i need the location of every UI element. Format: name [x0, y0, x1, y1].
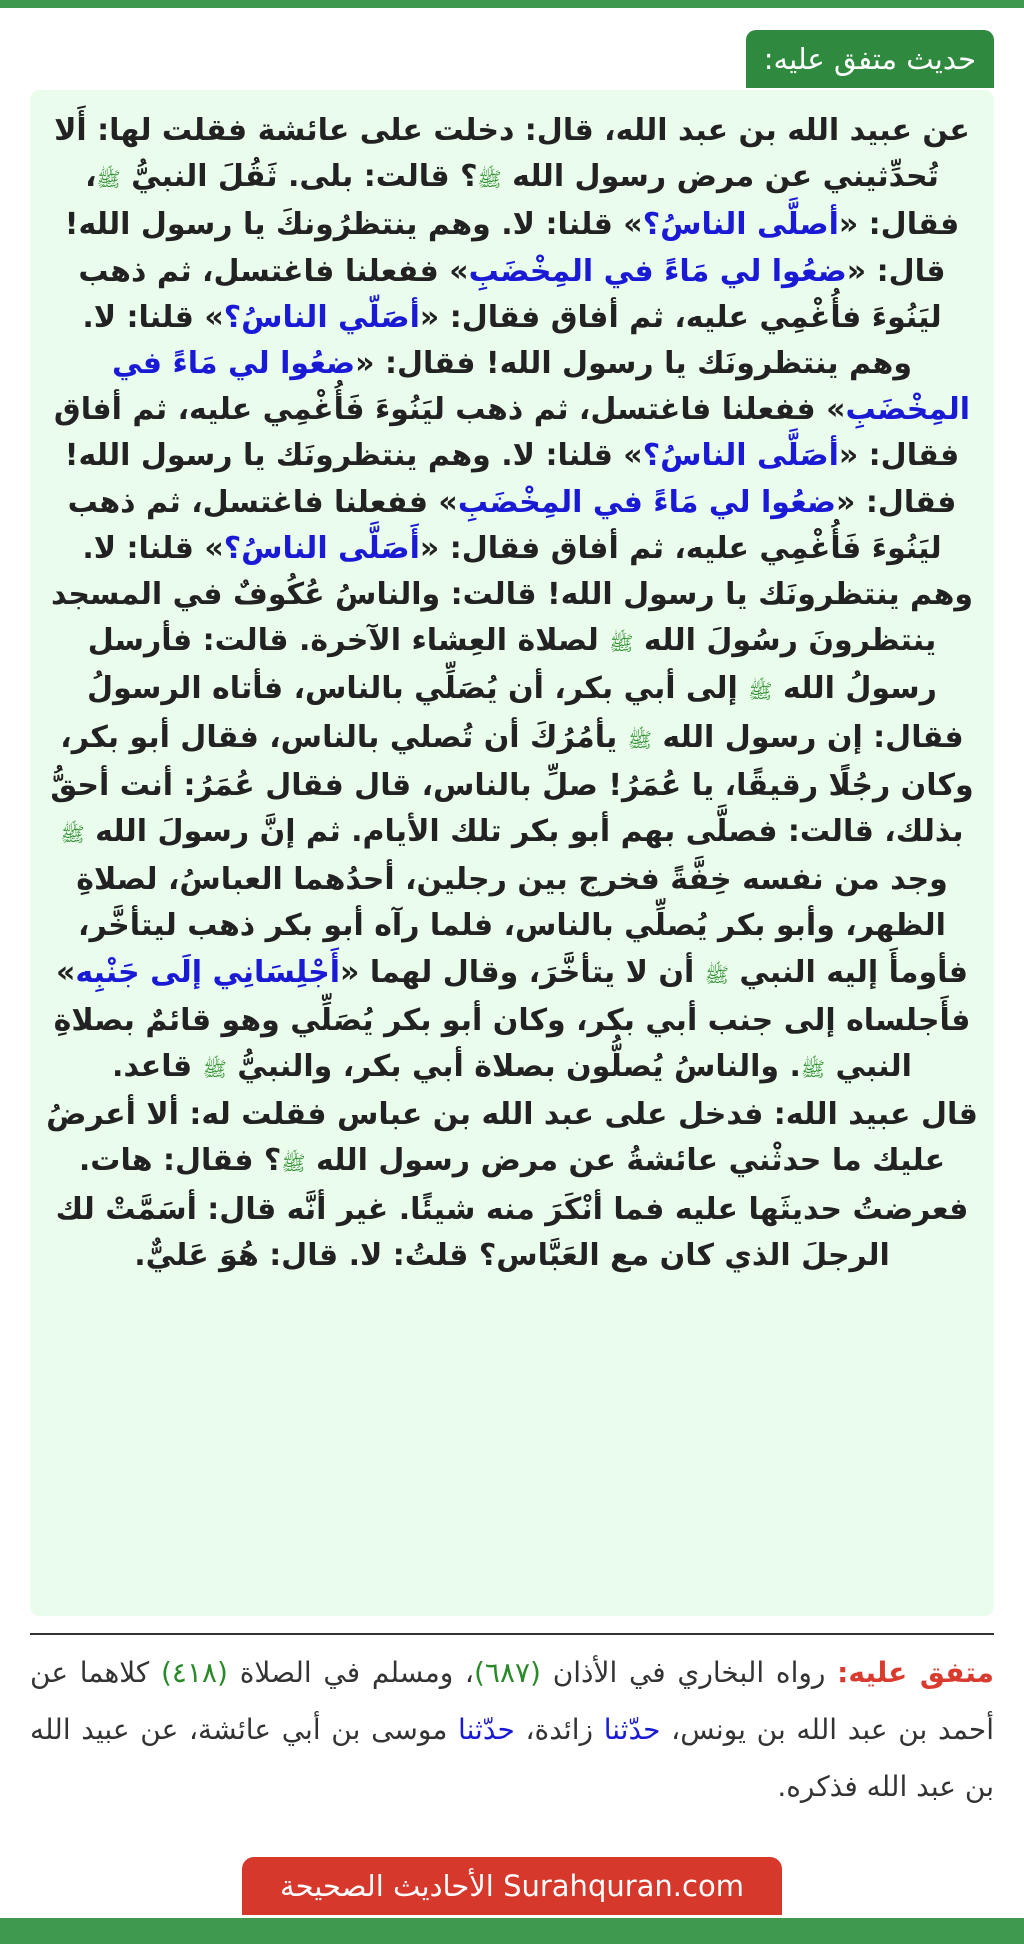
quote-text: أصَلّي الناسُ؟ [223, 299, 420, 335]
grading-label: متفق عليه: [837, 1656, 995, 1689]
quote-text: ضعُوا لي مَاءً في المِخْضَبِ [457, 484, 836, 520]
salawat-mark: ﷺ [609, 631, 634, 656]
quote-text: ضعُوا لي مَاءً في المِخْضَبِ [112, 346, 971, 428]
hadith-paragraph-2: قال عبيد الله: فدخل على عبد الله بن عباس فقلت له: ألا أعرضُ عليك ما حدثْني عائشةُ عن مرض رسول الله ﷺ؟ فقال: هات. فعرضتُ حديثَها عليه فما أنْكَرَ منه شيئًا. غير أنَّه قال: أسَمَّتْ لك الرجلَ الذي كان مع العَبَّاس؟ قلتُ: لا. قال: هُوَ عَليٌّ. [46, 1097, 978, 1273]
hadith-number: (٤١٨) [160, 1656, 228, 1689]
narration-term[interactable]: حدّثنا [603, 1713, 661, 1746]
salawat-mark: ﷺ [202, 1057, 227, 1082]
salawat-mark: ﷺ [800, 1057, 826, 1082]
top-bar [0, 0, 1024, 8]
quote-text: ضعُوا لي مَاءً في المِخْضَبِ [468, 253, 847, 289]
hadith-heading: حديث متفق عليه: [746, 30, 994, 88]
salawat-mark: ﷺ [704, 962, 729, 987]
salawat-mark: ﷺ [281, 1151, 306, 1176]
hadith-text-box [30, 90, 994, 1616]
divider [30, 1633, 994, 1635]
salawat-mark: ﷺ [477, 167, 502, 192]
site-badge[interactable]: Surahquran.com الأحاديث الصحيحة [242, 1857, 782, 1915]
bottom-bar [0, 1918, 1024, 1944]
salawat-mark: ﷺ [748, 679, 773, 704]
salawat-mark: ﷺ [96, 167, 121, 192]
quote-text: أصلَّى الناسُ؟ [642, 207, 839, 243]
salawat-mark: ﷺ [60, 822, 85, 847]
salawat-mark: ﷺ [627, 727, 652, 752]
takhrij-text: متفق عليه: رواه البخاري في الأذان (٦٨٧)، ومسلم في الصلاة (٤١٨) كلاهما عن أحمد بن عبد الله بن يونس، حدّثنا زائدة، حدّثنا موسى بن أبي عائشة، عن عبيد الله بن عبد الله فذكره. [30, 1656, 995, 1803]
narration-term[interactable]: حدّثنا [458, 1713, 515, 1746]
quote-text: أَجْلِسَانِي إلَى جَنْبِه [75, 954, 340, 990]
hadith-paragraph-1: عن عبيد الله بن عبد الله، قال: دخلت على عائشة فقلت لها: أَلا تُحدِّثيني عن مرض رسول الله ﷺ؟ قالت: بلى. ثَقُلَ النبيُّ ﷺ، فقال: «أصلَّى الناسُ؟» قلنا: لا. وهم ينتظرُونكَ يا رسول الله! قال: «ضعُوا لي مَاءً في المِخْضَبِ» ففعلنا فاغتسل، ثم ذهب ليَنُوءَ فأُغْمِي عليه، ثم أفاق فقال: «أصَلّي الناسُ؟» قلنا: لا. وهم ينتظرونَك يا رسول الله! فقال: «ضعُوا لي مَاءً في المِخْضَبِ» ففعلنا فاغتسل، ثم ذهب ليَنُوءَ فَأُغْمِي عليه، ثم أفاق فقال: «أصَلَّى الناسُ؟» قلنا: لا. وهم ينتظرونَك يا رسول الله! فقال: «ضعُوا لي مَاءً في المِخْضَبِ» ففعلنا فاغتسل، ثم ذهب ليَنُوءَ فَأُغْمِي عليه، ثم أفاق فقال: «أَصَلَّى الناسُ؟» قلنا: لا. وهم ينتظرونَك يا رسول الله! قالت: والناسُ عُكُوفٌ في المسجد ينتظرونَ رسُولَ الله ﷺ لصلاة العِشاء الآخرة. قالت: فأرسل رسولُ الله ﷺ إلى أبي بكر، أن يُصَلِّي بالناس، فأتاه الرسولُ فقال: إن رسول الله ﷺ يأمُرُكَ أن تُصلي بالناس، فقال أبو بكر، وكان رجُلًا رقيقًا، يا عُمَرُ! صلِّ بالناس، قال فقال عُمَرُ: أنت أحقُّ بذلك، قالت: فصلَّى بهم أبو بكر تلك الأيام. ثم إنَّ رسولَ الله ﷺ وجد من نفسه خِفَّةً فخرج بين رجلين، أحدُهما العباسُ، لصلاةِ الظهر، وأبو بكر يُصلِّي بالناس، فلما رآه أبو بكر ذهب ليتأخَّر، فأومأَ إليه النبي ﷺ أن لا يتأخَّرَ، وقال لهما «أَجْلِسَانِي إلَى جَنْبِه» فأَجلساه إلى جنب أبي بكر، وكان أبو بكر يُصَلِّي وهو قائمٌ بصلاةِ النبي ﷺ. والناسُ يُصلُّون بصلاة أبي بكر، والنبيُّ ﷺ قاعد. [50, 113, 974, 1085]
hadith-number: (٦٨٧) [473, 1656, 541, 1689]
quote-text: أَصَلَّى الناسُ؟ [223, 530, 420, 566]
quote-text: أصَلَّى الناسُ؟ [642, 438, 839, 474]
